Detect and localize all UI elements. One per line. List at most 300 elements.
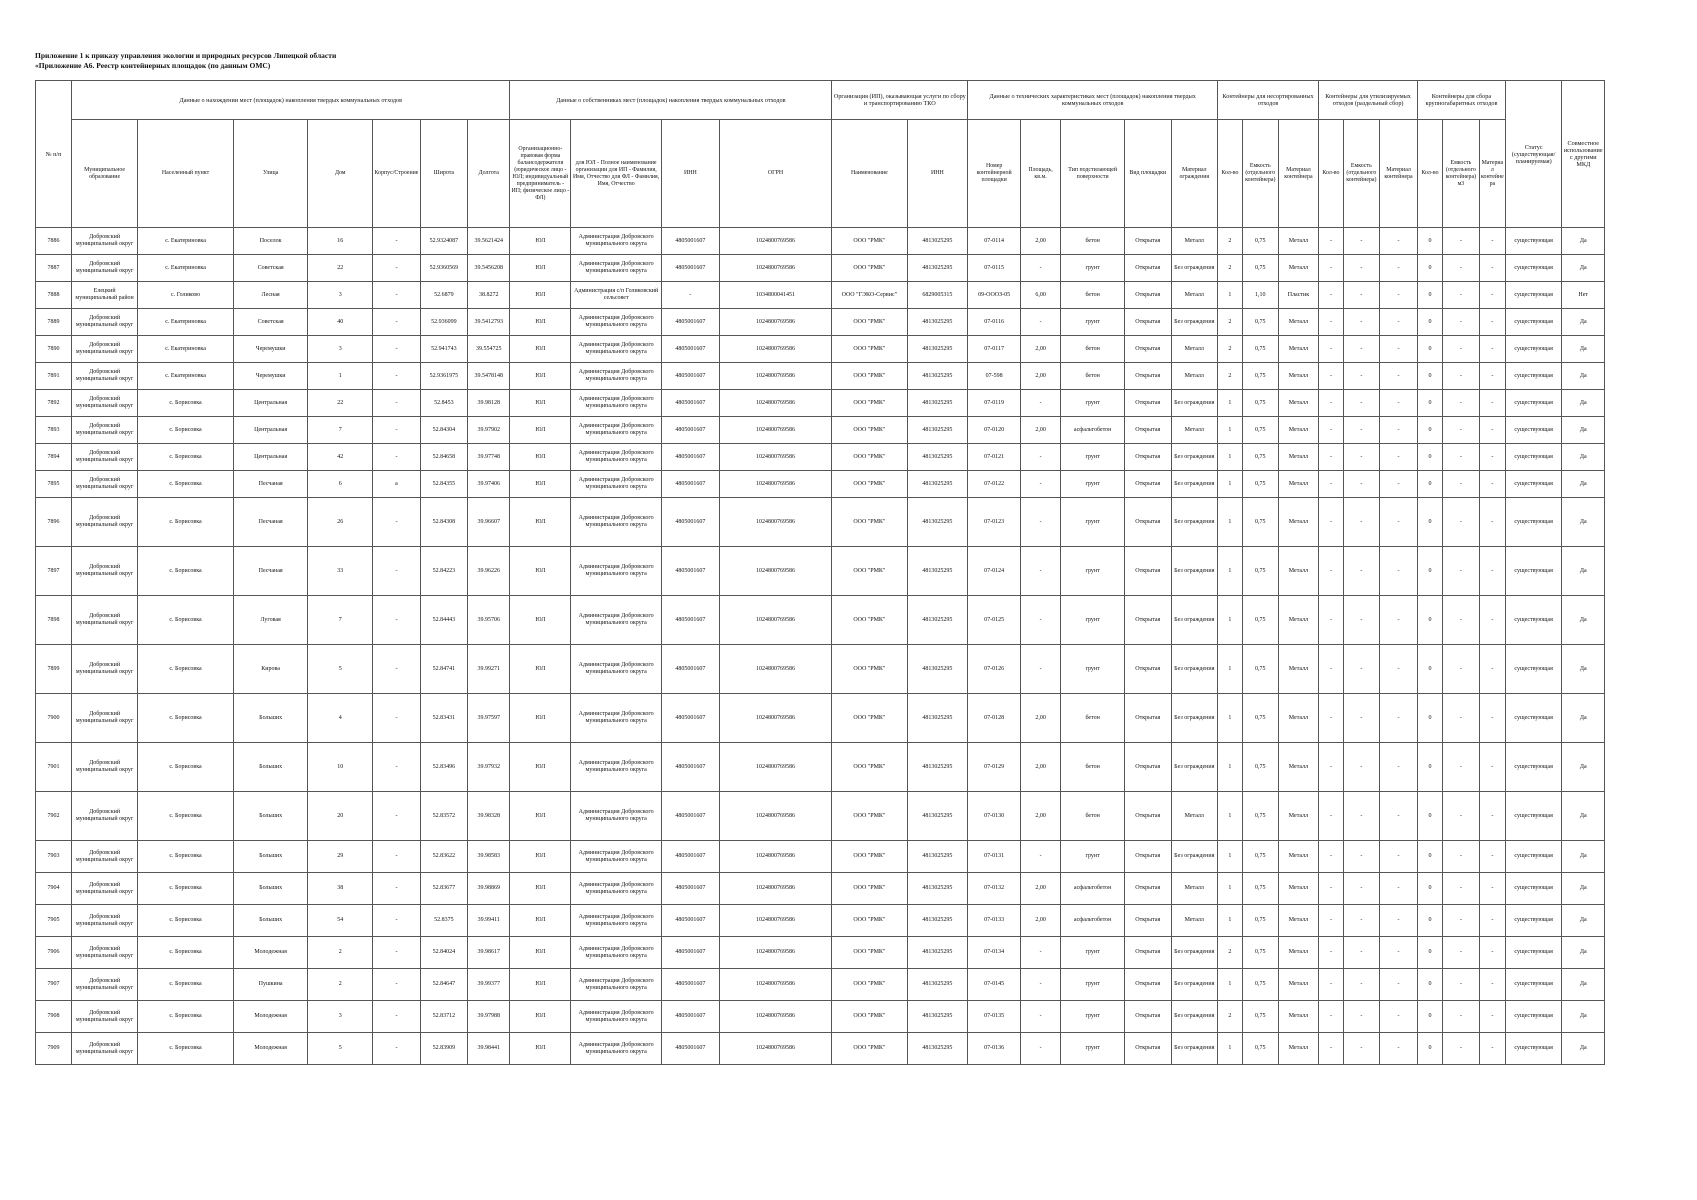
table-cell: 1024800769586 [719,228,831,255]
table-cell: 1 [1217,390,1242,417]
table-cell: ООО "РМК" [832,390,907,417]
table-cell: 3 [308,336,373,363]
table-cell: Металл [1278,255,1318,282]
table-cell: 4813025295 [907,841,968,873]
table-cell: - [373,645,420,694]
table-cell: 0 [1418,969,1443,1001]
table-cell: Добровский муниципальный округ [72,309,138,336]
table-cell: - [1020,390,1060,417]
table-cell: - [1319,1001,1344,1033]
table-cell: с. Борисовка [138,471,234,498]
table-cell: Администрация Добровского муниципального округа [571,905,662,937]
table-cell: - [1379,873,1417,905]
table-cell: 7895 [36,471,72,498]
table-cell: 07-0114 [968,228,1021,255]
table-cell: - [1319,444,1344,471]
table-cell: Больших [234,873,308,905]
table-cell: - [1343,841,1379,873]
table-cell: 4805001607 [662,336,720,363]
table-cell: Советская [234,255,308,282]
table-cell: 0 [1418,336,1443,363]
table-cell: Да [1562,596,1605,645]
table-cell: - [1379,937,1417,969]
table-cell: ЮЛ [510,255,571,282]
table-cell: 52.84647 [420,969,467,1001]
table-cell: Да [1562,841,1605,873]
table-cell: Да [1562,228,1605,255]
table-cell: ЮЛ [510,228,571,255]
table-cell: 39.98441 [468,1033,510,1065]
table-cell: - [1479,1001,1505,1033]
column-header: Материал контейнера [1479,120,1505,228]
header-line-2: «Приложение А6. Реестр контейнерных площадок (по данным ОМС) [35,61,271,70]
table-cell: 4805001607 [662,471,720,498]
table-cell: 7907 [36,969,72,1001]
table-cell: - [1319,596,1344,645]
table-cell: - [1442,905,1479,937]
table-cell: существующая [1505,937,1562,969]
table-cell: - [1479,336,1505,363]
table-cell: ООО "ГЭКО-Сервис" [832,282,907,309]
table-cell: 0,75 [1242,694,1278,743]
table-cell: 0,75 [1242,417,1278,444]
table-cell: - [1379,336,1417,363]
table-cell: - [1343,417,1379,444]
table-cell: Добровский муниципальный округ [72,228,138,255]
table-cell: грунт [1061,498,1125,547]
table-cell: 4805001607 [662,363,720,390]
table-cell: 07-0123 [968,498,1021,547]
table-cell: 22 [308,255,373,282]
table-cell: 2,00 [1020,363,1060,390]
table-cell: - [1343,1001,1379,1033]
table-cell: ЮЛ [510,1033,571,1065]
table-cell: Администрация Добровского муниципального округа [571,498,662,547]
group-header: Данные о собственниках мест (площадок) накопления твердых коммунальных отходов [510,81,832,120]
table-cell: с. Борисовка [138,1033,234,1065]
table-cell: Пластик [1278,282,1318,309]
table-cell: существующая [1505,309,1562,336]
table-row [36,596,1605,645]
table-cell: с. Борисовка [138,743,234,792]
table-cell: 0,75 [1242,309,1278,336]
table-cell: 0,75 [1242,363,1278,390]
header-line-1: Приложение 1 к приказу управления экологии и природных ресурсов Липецкой области [35,51,337,60]
table-cell: 4813025295 [907,596,968,645]
table-cell: Без ограждения [1171,444,1217,471]
table-cell: ЮЛ [510,363,571,390]
table-cell: ЮЛ [510,417,571,444]
table-cell: Добровский муниципальный округ [72,694,138,743]
table-cell: Черемушки [234,363,308,390]
table-cell: Администрация Добровского муниципального округа [571,743,662,792]
table-cell: 1024800769586 [719,363,831,390]
table-cell: 07-0124 [968,547,1021,596]
table-cell: Открытая [1125,309,1171,336]
table-cell: 0 [1418,905,1443,937]
table-cell: существующая [1505,873,1562,905]
table-cell: 4813025295 [907,743,968,792]
column-header: Широта [420,120,467,228]
table-cell: 07-0132 [968,873,1021,905]
table-cell: 39.5456208 [468,255,510,282]
table-cell: ООО "РМК" [832,743,907,792]
table-cell: 1024800769586 [719,444,831,471]
table-cell: 1 [1217,547,1242,596]
table-cell: - [1442,282,1479,309]
table-cell: Металл [1278,471,1318,498]
table-cell: 4805001607 [662,255,720,282]
column-header: ИНН [907,120,968,228]
column-header: Площадь, кв.м. [1020,120,1060,228]
table-cell: 6,00 [1020,282,1060,309]
table-cell: существующая [1505,905,1562,937]
table-cell: ООО "РМК" [832,841,907,873]
table-cell: Да [1562,255,1605,282]
table-cell: 7898 [36,596,72,645]
table-cell: 39.97988 [468,1001,510,1033]
table-cell: 52.84443 [420,596,467,645]
table-cell: Металл [1171,417,1217,444]
table-cell: 2 [308,937,373,969]
table-cell: Металл [1278,363,1318,390]
table-cell: 2 [1217,309,1242,336]
table-cell: 1 [1217,969,1242,1001]
table-cell: а [373,471,420,498]
column-header: Наименование [832,120,907,228]
table-cell: 1 [1217,417,1242,444]
table-cell: - [1343,444,1379,471]
table-cell: 52.936099 [420,309,467,336]
table-cell: Металл [1278,596,1318,645]
table-cell: 2,00 [1020,228,1060,255]
table-cell: 52.941743 [420,336,467,363]
table-cell: Открытая [1125,792,1171,841]
table-cell: с. Екатериновка [138,309,234,336]
table-cell: ООО "РМК" [832,547,907,596]
table-cell: Металл [1278,694,1318,743]
table-cell: Без ограждения [1171,645,1217,694]
table-cell: Металл [1278,937,1318,969]
table-cell: грунт [1061,937,1125,969]
column-header: Тип подстилающей поверхности [1061,120,1125,228]
table-cell: Металл [1171,336,1217,363]
table-cell: существующая [1505,336,1562,363]
table-cell: 09-ОООЗ-05 [968,282,1021,309]
table-cell: Открытая [1125,596,1171,645]
table-cell: Без ограждения [1171,498,1217,547]
table-cell: 07-0117 [968,336,1021,363]
table-cell: 10 [308,743,373,792]
table-cell: 39.98617 [468,937,510,969]
table-cell: 0 [1418,937,1443,969]
table-cell: Добровский муниципальный округ [72,743,138,792]
table-cell: - [1442,363,1479,390]
table-cell: - [1020,1033,1060,1065]
table-cell: грунт [1061,645,1125,694]
table-cell: Открытая [1125,1001,1171,1033]
table-cell: 0 [1418,841,1443,873]
group-header: Контейнеры для утилизируемых отходов (раздельный сбор) [1319,81,1418,120]
table-cell: 4805001607 [662,873,720,905]
table-cell: - [1343,873,1379,905]
table-cell: - [1379,282,1417,309]
table-cell: ООО "РМК" [832,1001,907,1033]
table-cell: - [1442,873,1479,905]
table-cell: - [373,363,420,390]
table-cell: Да [1562,873,1605,905]
table-cell: 07-0130 [968,792,1021,841]
table-cell: 1 [1217,694,1242,743]
table-cell: Молодежная [234,937,308,969]
column-header: для ЮЛ - Полное наименование организации для ИП - Фамилия, Имя, Отчество для ФЛ - Фамилия, Имя, Отчество [571,120,662,228]
table-cell: Открытая [1125,471,1171,498]
table-cell: 54 [308,905,373,937]
table-cell: 52.8375 [420,905,467,937]
table-cell: - [1479,417,1505,444]
table-cell: 1024800769586 [719,873,831,905]
table-cell: 2 [1217,255,1242,282]
table-cell: 4813025295 [907,444,968,471]
table-cell: 1024800769586 [719,417,831,444]
table-cell: 4813025295 [907,336,968,363]
table-cell: 07-0115 [968,255,1021,282]
table-cell: Добровский муниципальный округ [72,417,138,444]
table-cell: Металл [1278,1001,1318,1033]
table-cell: 52.9360569 [420,255,467,282]
table-cell: 07-0131 [968,841,1021,873]
table-row [36,743,1605,792]
table-cell: Открытая [1125,645,1171,694]
table-cell: 52.84308 [420,498,467,547]
table-cell: 2,00 [1020,873,1060,905]
table-cell: 4813025295 [907,498,968,547]
table-cell: 1 [1217,596,1242,645]
table-cell: - [1319,743,1344,792]
table-cell: - [1442,969,1479,1001]
column-header: Дом [308,120,373,228]
table-cell: 6 [308,471,373,498]
table-cell: 33 [308,547,373,596]
table-cell: - [1319,873,1344,905]
table-cell: - [1379,743,1417,792]
column-header: Кол-во [1319,120,1344,228]
table-cell: Больших [234,743,308,792]
table-cell: 2 [1217,228,1242,255]
table-cell: Елецкий муниципальный район [72,282,138,309]
table-cell: 40 [308,309,373,336]
table-cell: 52.84223 [420,547,467,596]
column-header: Статус (существующая/ планируемая) [1505,81,1562,228]
table-cell: - [1442,444,1479,471]
table-row [36,1001,1605,1033]
table-cell: Без ограждения [1171,743,1217,792]
table-cell: 4805001607 [662,792,720,841]
table-cell: существующая [1505,694,1562,743]
table-cell: - [1020,255,1060,282]
table-cell: 0,75 [1242,390,1278,417]
table-cell: Молодежная [234,1033,308,1065]
table-cell: Администрация Добровского муниципального округа [571,694,662,743]
table-cell: 4813025295 [907,471,968,498]
table-cell: - [373,873,420,905]
table-cell: с. Борисовка [138,1001,234,1033]
table-cell: 7890 [36,336,72,363]
column-header: Емкость (отдельного контейнера) [1343,120,1379,228]
column-header: Номер контейнерной площадки [968,120,1021,228]
table-cell: 52.84658 [420,444,467,471]
table-cell: 4813025295 [907,255,968,282]
table-cell: с. Борисовка [138,444,234,471]
table-cell: 0,75 [1242,1001,1278,1033]
table-cell: Открытая [1125,1033,1171,1065]
table-cell: 7897 [36,547,72,596]
table-cell: - [1442,336,1479,363]
table-cell: 7900 [36,694,72,743]
table-body [36,228,1605,1065]
table-cell: ООО "РМК" [832,444,907,471]
table-cell: 7905 [36,905,72,937]
table-cell: 52.9361975 [420,363,467,390]
table-cell: Металл [1278,547,1318,596]
table-cell: Открытая [1125,873,1171,905]
table-cell: Открытая [1125,937,1171,969]
table-cell: - [1343,363,1379,390]
table-row [36,873,1605,905]
table-cell: с. Екатериновка [138,228,234,255]
table-cell: 4805001607 [662,743,720,792]
table-cell: 07-0133 [968,905,1021,937]
table-cell: ООО "РМК" [832,255,907,282]
column-header: Емкость (отдельного контейнера) м3 [1442,120,1479,228]
table-cell: - [1479,969,1505,1001]
table-cell: - [1479,792,1505,841]
table-cell: Металл [1171,905,1217,937]
table-cell: Администрация Добровского муниципального округа [571,645,662,694]
table-cell: Металл [1278,905,1318,937]
table-cell: 39.554725 [468,336,510,363]
table-cell: - [1343,471,1379,498]
table-cell: 0 [1418,498,1443,547]
table-cell: - [373,596,420,645]
table-cell: - [373,1001,420,1033]
table-cell: 0,75 [1242,444,1278,471]
table-cell: ООО "РМК" [832,792,907,841]
table-cell: Металл [1278,417,1318,444]
table-cell: - [373,336,420,363]
table-cell: Добровский муниципальный округ [72,336,138,363]
table-cell: - [373,444,420,471]
table-cell: Песчаная [234,471,308,498]
table-cell: - [1343,969,1379,1001]
table-cell: Металл [1278,743,1318,792]
table-cell: Да [1562,547,1605,596]
table-cell: грунт [1061,969,1125,1001]
table-cell: - [1442,471,1479,498]
table-cell: Без ограждения [1171,969,1217,1001]
table-cell: 0,75 [1242,336,1278,363]
table-cell: 52.6879 [420,282,467,309]
table-cell: ООО "РМК" [832,873,907,905]
table-cell: - [1319,937,1344,969]
table-cell: 1024800769586 [719,390,831,417]
table-cell: 07-0120 [968,417,1021,444]
table-row [36,969,1605,1001]
table-cell: 4 [308,694,373,743]
table-cell: с. Екатериновка [138,363,234,390]
table-cell: - [1479,873,1505,905]
table-cell: Металл [1278,498,1318,547]
table-cell: 52.84304 [420,417,467,444]
table-cell: - [1343,596,1379,645]
column-header: Емкость (отдельного контейнера) [1242,120,1278,228]
table-cell: Добровский муниципальный округ [72,937,138,969]
document-header [35,51,336,71]
table-row [36,905,1605,937]
table-cell: 7908 [36,1001,72,1033]
table-cell: с. Борисовка [138,792,234,841]
table-cell: 4813025295 [907,228,968,255]
table-cell: грунт [1061,547,1125,596]
table-cell: - [1479,444,1505,471]
table-cell: Открытая [1125,228,1171,255]
table-cell: ЮЛ [510,873,571,905]
table-cell: - [1479,228,1505,255]
table-cell: - [1343,309,1379,336]
table-cell: Песчаная [234,547,308,596]
table-cell: Больших [234,841,308,873]
table-cell: 0 [1418,282,1443,309]
table-cell: - [1442,694,1479,743]
table-cell: 4805001607 [662,228,720,255]
table-cell: - [1343,547,1379,596]
table-cell: 7899 [36,645,72,694]
table-cell: 0 [1418,471,1443,498]
table-cell: 1024800769586 [719,841,831,873]
table-cell: 38 [308,873,373,905]
table-cell: 39.98869 [468,873,510,905]
table-row [36,1033,1605,1065]
table-cell: Добровский муниципальный округ [72,390,138,417]
table-cell: 0 [1418,645,1443,694]
table-row [36,547,1605,596]
table-cell: 1 [1217,743,1242,792]
table-cell: 22 [308,390,373,417]
table-cell: - [373,498,420,547]
table-cell: 7906 [36,937,72,969]
table-cell: бетон [1061,282,1125,309]
table-cell: существующая [1505,596,1562,645]
table-cell: Администрация Добровского муниципального округа [571,1001,662,1033]
table-cell: 4805001607 [662,1033,720,1065]
table-cell: 7904 [36,873,72,905]
table-cell: - [1020,444,1060,471]
group-header-row [36,81,1605,120]
table-cell: Металл [1278,841,1318,873]
table-cell: - [1020,969,1060,1001]
table-cell: с. Борисовка [138,694,234,743]
table-cell: ЮЛ [510,547,571,596]
table-cell: 0,75 [1242,596,1278,645]
table-cell: 4805001607 [662,937,720,969]
table-cell: Добровский муниципальный округ [72,471,138,498]
table-cell: 7889 [36,309,72,336]
table-cell: ЮЛ [510,282,571,309]
table-cell: Открытая [1125,417,1171,444]
table-cell: 7 [308,596,373,645]
table-cell: ООО "РМК" [832,645,907,694]
table-cell: - [1442,547,1479,596]
